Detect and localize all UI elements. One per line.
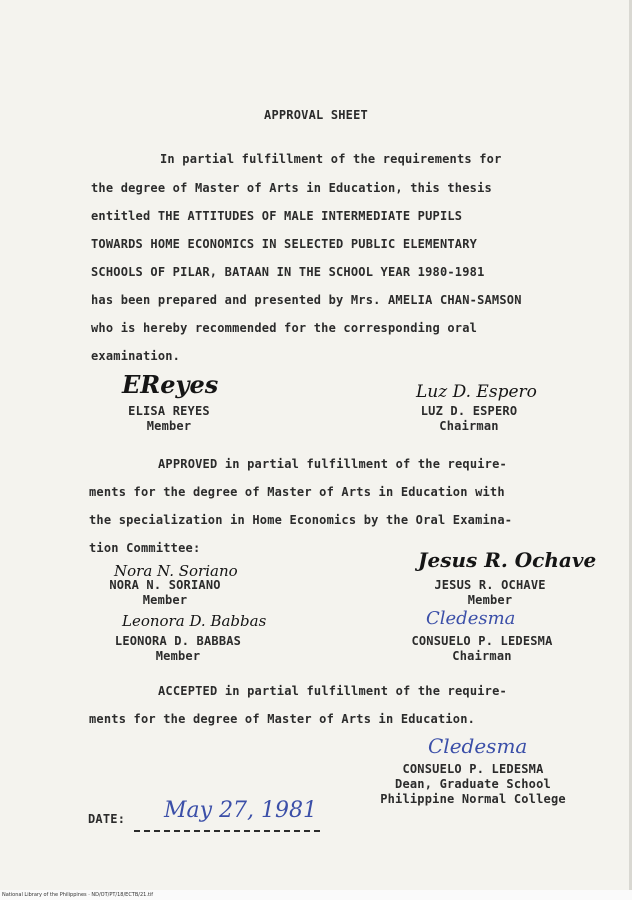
committee-name: NORA N. SORIANO (109, 578, 221, 592)
dean-signature-block (360, 762, 586, 807)
signatory-member-reyes (114, 404, 224, 434)
signature-babbas: Leonora D. Babbas (122, 612, 267, 630)
signature-ochave: Jesus R. Ochave (418, 548, 597, 572)
committee-chairman-ledesma (396, 634, 568, 664)
paragraph-line: TOWARDS HOME ECONOMICS IN SELECTED PUBLIC ELEMENTARY (91, 237, 478, 251)
signatory-chairman-espero (408, 404, 530, 434)
signature-reyes: EReyes (122, 370, 219, 399)
date-handwritten: May 27, 1981 (164, 798, 318, 823)
signature-ledesma-chairman: Cledesma (426, 608, 516, 629)
committee-role: Member (142, 593, 188, 607)
committee-role: Member (155, 649, 201, 663)
signatory-role: Chairman (439, 419, 499, 433)
page-title: APPROVAL SHEET (264, 108, 368, 122)
paragraph-line: APPROVED in partial fulfillment of the require- (158, 457, 507, 471)
paragraph-line: In partial fulfillment of the requirements for (160, 152, 502, 166)
signatory-role: Member (146, 419, 192, 433)
dean-institution: Philippine Normal College (380, 792, 566, 806)
committee-name: JESUS R. OCHAVE (434, 578, 546, 592)
dean-title: Dean, Graduate School (395, 777, 551, 791)
signature-ledesma-dean: Cledesma (428, 734, 528, 758)
signatory-name: LUZ D. ESPERO (420, 404, 518, 418)
paragraph-line: SCHOOLS OF PILAR, BATAAN IN THE SCHOOL YEAR 1980-1981 (91, 265, 485, 279)
paragraph-line: the degree of Master of Arts in Education, this thesis (91, 181, 492, 195)
paragraph-line: ACCEPTED in partial fulfillment of the require- (158, 684, 507, 698)
committee-name: CONSUELO P. LEDESMA (411, 634, 553, 648)
paragraph-line: who is hereby recommended for the corresponding oral (91, 321, 478, 335)
paragraph-line: ments for the degree of Master of Arts in Education with (89, 485, 505, 499)
archive-footer: National Library of the Philippines · ND/OT/PT/18/ECTB/21.tif (0, 890, 632, 900)
date-label: DATE: (88, 812, 126, 826)
paragraph-line: ments for the degree of Master of Arts in Education. (89, 712, 476, 726)
paragraph-line: the specialization in Home Economics by the Oral Examina- (89, 513, 513, 527)
paragraph-line: tion Committee: (89, 541, 201, 555)
paragraph-line: has been prepared and presented by Mrs. AMELIA CHAN-SAMSON (91, 293, 522, 307)
committee-member-soriano (100, 578, 230, 608)
committee-role: Member (467, 593, 513, 607)
committee-member-ochave (420, 578, 560, 608)
committee-name: LEONORA D. BABBAS (114, 634, 242, 648)
date-underline (134, 830, 320, 832)
paragraph-line: examination. (91, 349, 181, 363)
paragraph-line: entitled THE ATTITUDES OF MALE INTERMEDIATE PUPILS (91, 209, 463, 223)
signatory-name: ELISA REYES (128, 404, 210, 418)
signature-soriano: Nora N. Soriano (114, 562, 238, 580)
committee-member-babbas (100, 634, 256, 664)
committee-role: Chairman (452, 649, 512, 663)
signature-espero: Luz D. Espero (416, 382, 537, 402)
dean-name: CONSUELO P. LEDESMA (402, 762, 544, 776)
